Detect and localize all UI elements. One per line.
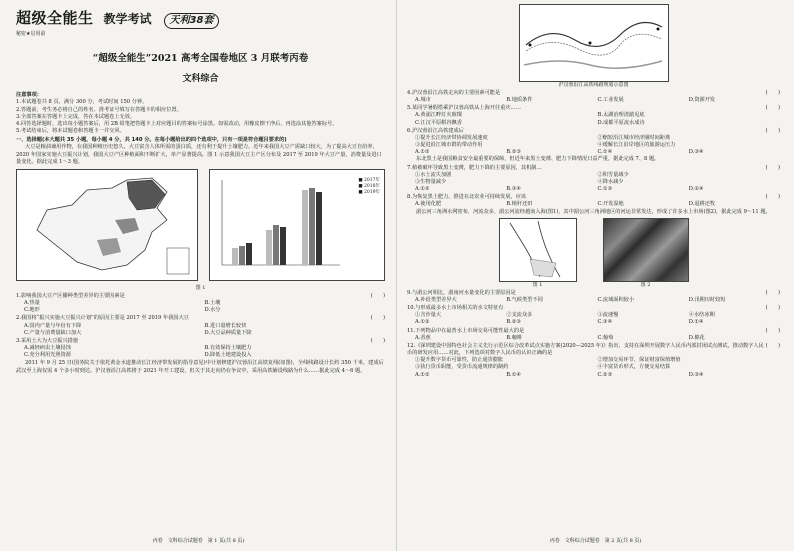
- brand-sub: 教学考试: [103, 12, 152, 26]
- series-logo: 天利38套: [164, 13, 220, 29]
- rail-map: [519, 4, 669, 82]
- notice-heading: 注意事项：: [16, 92, 42, 99]
- header: [16, 8, 385, 29]
- notice-item: 2.答题前，考生务必将自己的姓名、准考证号填写在答题卡的相应位置。: [16, 106, 182, 113]
- secret-label: 秘密★启用前: [16, 30, 46, 37]
- chart-legend: ■ 2017年 ■ 2018年 ■ 2019年: [358, 177, 380, 196]
- figure-1: [16, 169, 385, 283]
- question-5: 5.某同学暑假搭乘沪汉蓉高铁从上海开往重庆…… ( ) A.黄浦江畔灯火璀璨 B.太湖治理清澈见底 C.江汉平原稻谷飘香 D.成都平原流水成诗: [407, 105, 780, 126]
- passage: 东北黑土是我国粮食安全最重要的保障，但近年来黑土变薄、肥力下降情况日益严重，据此完成 7、8 题。: [416, 156, 660, 163]
- notice-item: 3.全部答案在答题卡上完成，答在本试题卷上无效。: [16, 113, 136, 120]
- notice-item: 4.回答选择题时，选出每小题答案后，用 2B 铅笔把答题卡上对应题目的答案标号涂黑。如需改动，用橡皮擦干净后，再选涂其他答案标号。: [16, 120, 338, 127]
- figure-mekong: [407, 218, 780, 289]
- question-1: 1.影响我国大豆产区播种类型差异的主要因素是 ( ) A.热量 B.土壤 C.地形 D.水分: [16, 292, 385, 314]
- question-10: 10.与形成最多水上市场相关的水文特征有 ( ) ①含沙量大 ②支流众多 ③流速慢 ④水结冰期 A.①② B.②③ C.③④ D.①④: [407, 305, 780, 326]
- floating-market-photo: [603, 218, 689, 282]
- question-7: 7.植被破坏导致黑土变薄，肥力下降的主要原因，其机制… ( ) ①水土流失加剧 ②积雪量减少 ③生物量减少 ④降水减少 A.①② B.③④ C.①③ D.②④: [407, 164, 780, 193]
- figure-rail: [407, 4, 780, 82]
- figure-caption: 沪汉蓉沿江高铁线路规划示意图: [558, 82, 629, 88]
- page-footer: 丙卷 文科综合试题卷 第 1 页(共 8 页): [152, 538, 245, 545]
- notice-item: 1.本试题卷共 8 页，满分 300 分，考试时间 150 分钟。: [16, 99, 148, 106]
- figure-caption: 图 1: [532, 281, 543, 288]
- right-page: [397, 0, 794, 551]
- exam-title: “超级全能生”2021 高考全国卷地区 3 月联考丙卷: [92, 52, 309, 64]
- figure-caption: 图 1: [195, 284, 206, 291]
- passage: 2011 年 9 月 25 日(国务院关于依托黄金水道推动长江经济带发展的指导意见)中计划修建沪汉蓉沿江高铁复线(如图)，全线线路设计长约 350 千米，建成后武汉至上海仅需 4 个多小时到达。沪汉蓉沿江高铁将于 2021 年开工建设，但关于其走向仍在争议中，采用高铁铺设线路为什么……据此完成 4～6 题。: [16, 360, 384, 374]
- passage: 湄公河三角洲水网密布，河流众多，湄公河流经越南入海(图1)，其中湄公河三角洲地区的河运非常发达，形成了许多水上市场(图2)，据此完成 9～11 题。: [416, 208, 771, 215]
- china-map: [16, 169, 198, 281]
- exam-subject: 文科综合: [182, 73, 219, 84]
- question-2: 2.我国将“振兴实施大豆振兴计划”的原因主要是 2017 至 2019 年我国大豆 ( ) A.国内产量与年份有下降 B.进口量增长较快 C.产量与消费量缺口加大 D.大豆品种质量下降: [16, 315, 385, 336]
- question-8: 8.为恢复黑土肥力，推进在北农业可持续发展，应该 ( ) A.使用化肥 B.植秆还田 C.开发湿地 D.退耕还牧: [407, 194, 780, 208]
- question-9: 9.与湄公河相比，湄南河水量变化的主要原因是 ( ) A.补给类型差异大 B.气候类型不同 C.流域面积较小 D.汛期历时较短: [407, 289, 780, 303]
- question-4: 4.沪汉蓉沿江高铁走向的主要因素可能是 ( ) A.城市 B.地质条件 C.工业发展 D.资源开发: [407, 89, 780, 104]
- bar-chart: [209, 169, 385, 281]
- question-6: 6.沪汉蓉沿江高铁建成后 ( ) ①提升长江经济带协调发展速度 ②缩短沿江城市经济圈时间距离 ③促进沿江城市群的带动作用 ④缓解长江沿岸地区的旅游运压力 A.①② B.②③ C.①④ D.③④: [407, 127, 780, 156]
- mekong-map: [499, 218, 577, 282]
- notice-item: 5.考试结束后，将本试题卷和答题卡一并交回。: [16, 128, 125, 135]
- question-12: 12.《深圳建设中国特色社会主义先行示范区综合改革试点实施方案(2020—2025 年)》指出，支持在深圳开展数字人民币内部封闭试点测试，推动数字人民币的研发应用……对此，下列选项对数字人民币的认识正确的是 ( ) ①提升数字货币可靠性，防止通货膨胀 ②增加交易环节，保证财富保值增值 ③执行货币职能，受货币流通规律的制约 ④丰富货币形式，方便交易结算 A.①② B.①④ C.②③ D.③④: [407, 342, 780, 378]
- page-footer: 丙卷 文科综合试题卷 第 2 页(共 8 页): [549, 538, 642, 545]
- passage: 大豆是粮油兼用作物，在我国种植历史悠久，大豆富含人体所需的蛋白质，还有利于提升土壤肥力。近年来我国大豆产需缺口较大，为了提高大豆自给率，2020 年国家实施大豆振兴计划，我国大豆产区种植面积不断扩大，单产显著提高。图 1 示意我国大豆主产区分布及 2017 至 2019 年大豆产量、消费量及进口量变化。据此完成 1～3 题。: [16, 144, 382, 165]
- section-heading: 一、选择题(本大题共 35 小题，每小题 4 分，共 140 分。在每小题给出的四个选项中，只有一项是符合题目要求的): [16, 137, 287, 144]
- question-11: 11.下列物品中在最普水上市场交易可能性最大的是 ( ) A.香蕉 B.咖啡 C.葡萄 D.棉花: [407, 327, 780, 341]
- question-3: 3.采用土大为大豆振兴措施 ( ) A.减轻病虫土壤侵蚀 B.有效保持土壤肥力 C.充分利用光照资源 D.降低土地建设投入: [16, 337, 385, 359]
- brand-logo: 超级全能生: [16, 9, 94, 27]
- figure-caption: 图 2: [640, 281, 651, 288]
